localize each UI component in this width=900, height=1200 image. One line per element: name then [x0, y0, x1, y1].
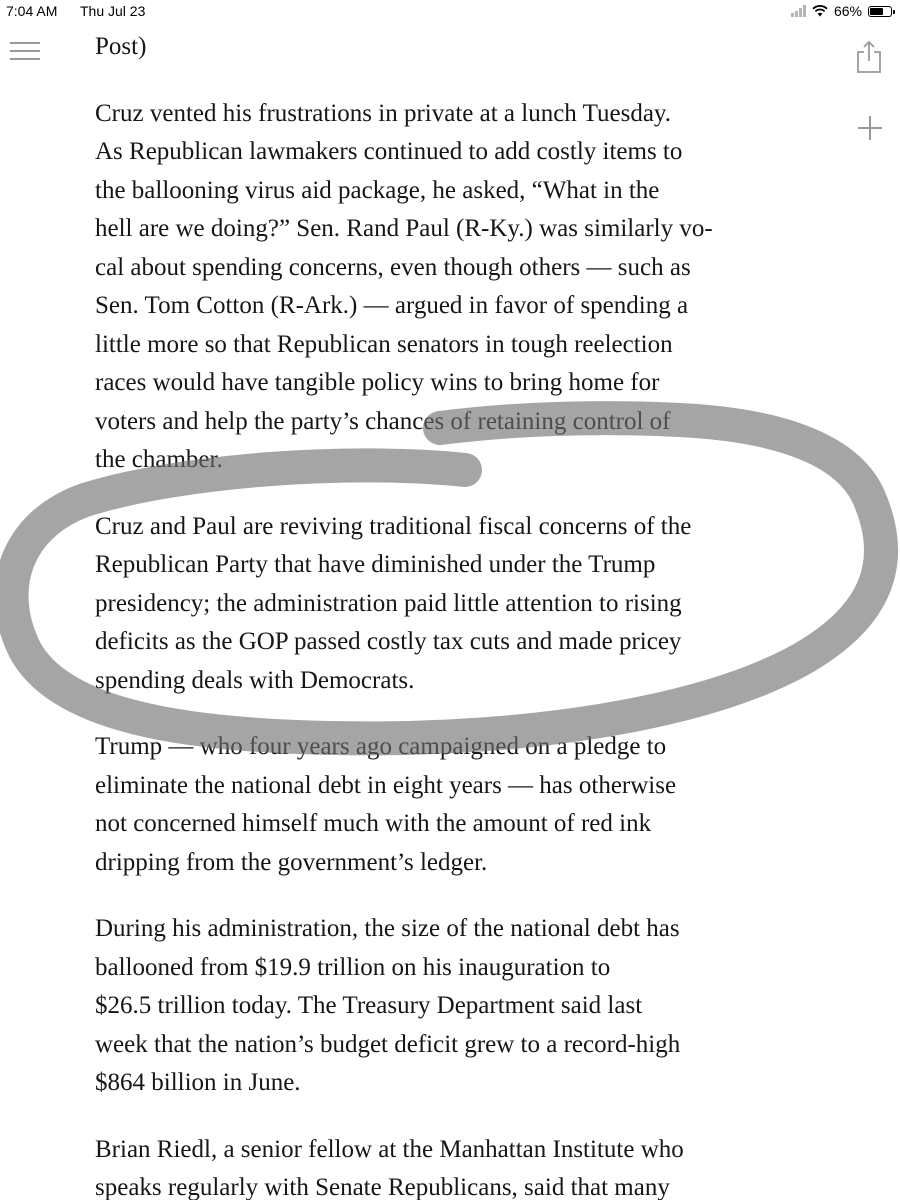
article-lead-line: Post) [95, 33, 147, 60]
wifi-icon [812, 5, 828, 17]
status-time: 7:04 AM [6, 3, 58, 19]
article-paragraph-highlighted: Cruz and Paul are reviving traditional fiscal concerns of the Republican Party that have diminished under the Trump presidency; the administration paid little attention to rising deficits as the GOP passed costly tax cuts and made pricey spending deals with Democrats. [95, 512, 692, 694]
article-paragraph: Brian Riedl, a senior fellow at the Manhattan Institute who speaks regularly with Senate Republicans, said that many [95, 1135, 684, 1200]
share-icon[interactable] [855, 40, 883, 74]
article-paragraph: Cruz vented his frustrations in private at a lunch Tuesday. As Republican lawmakers continued to add costly items to the ballooning virus aid package, he asked, “What in the hell are we doing?” Sen. Rand Paul (R-Ky.) was similarly vo- cal about spending concerns, even though others — such as Sen. Tom Cotton (R-Ark.) — argued in favor of spending a little more so that Republican senators in tough reelection races would have tangible policy wins to bring home for voters and help the party’s chances of retaining control of the chamber. [95, 99, 713, 473]
plus-icon[interactable] [856, 114, 884, 142]
status-indicators [791, 3, 892, 19]
status-date: Thu Jul 23 [80, 3, 146, 19]
battery-percent: 66% [833, 3, 862, 19]
hamburger-menu-icon[interactable] [10, 42, 40, 62]
article-paragraph: During his administration, the size of the national debt has ballooned from $19.9 trillion on his inauguration to $26.5 trillion today. The Treasury Department said last week that the nation’s budget deficit grew to a record-high $864 billion in June. [95, 915, 681, 1096]
cellular-signal-icon [791, 5, 806, 17]
status-bar [0, 0, 900, 22]
article-body [95, 28, 795, 1200]
battery-icon [868, 6, 892, 17]
article-paragraph: Trump — who four years ago campaigned on a pledge to eliminate the national debt in eight years — has otherwise not concerned himself much with the amount of red ink dripping from the government’s ledger. [95, 733, 677, 876]
